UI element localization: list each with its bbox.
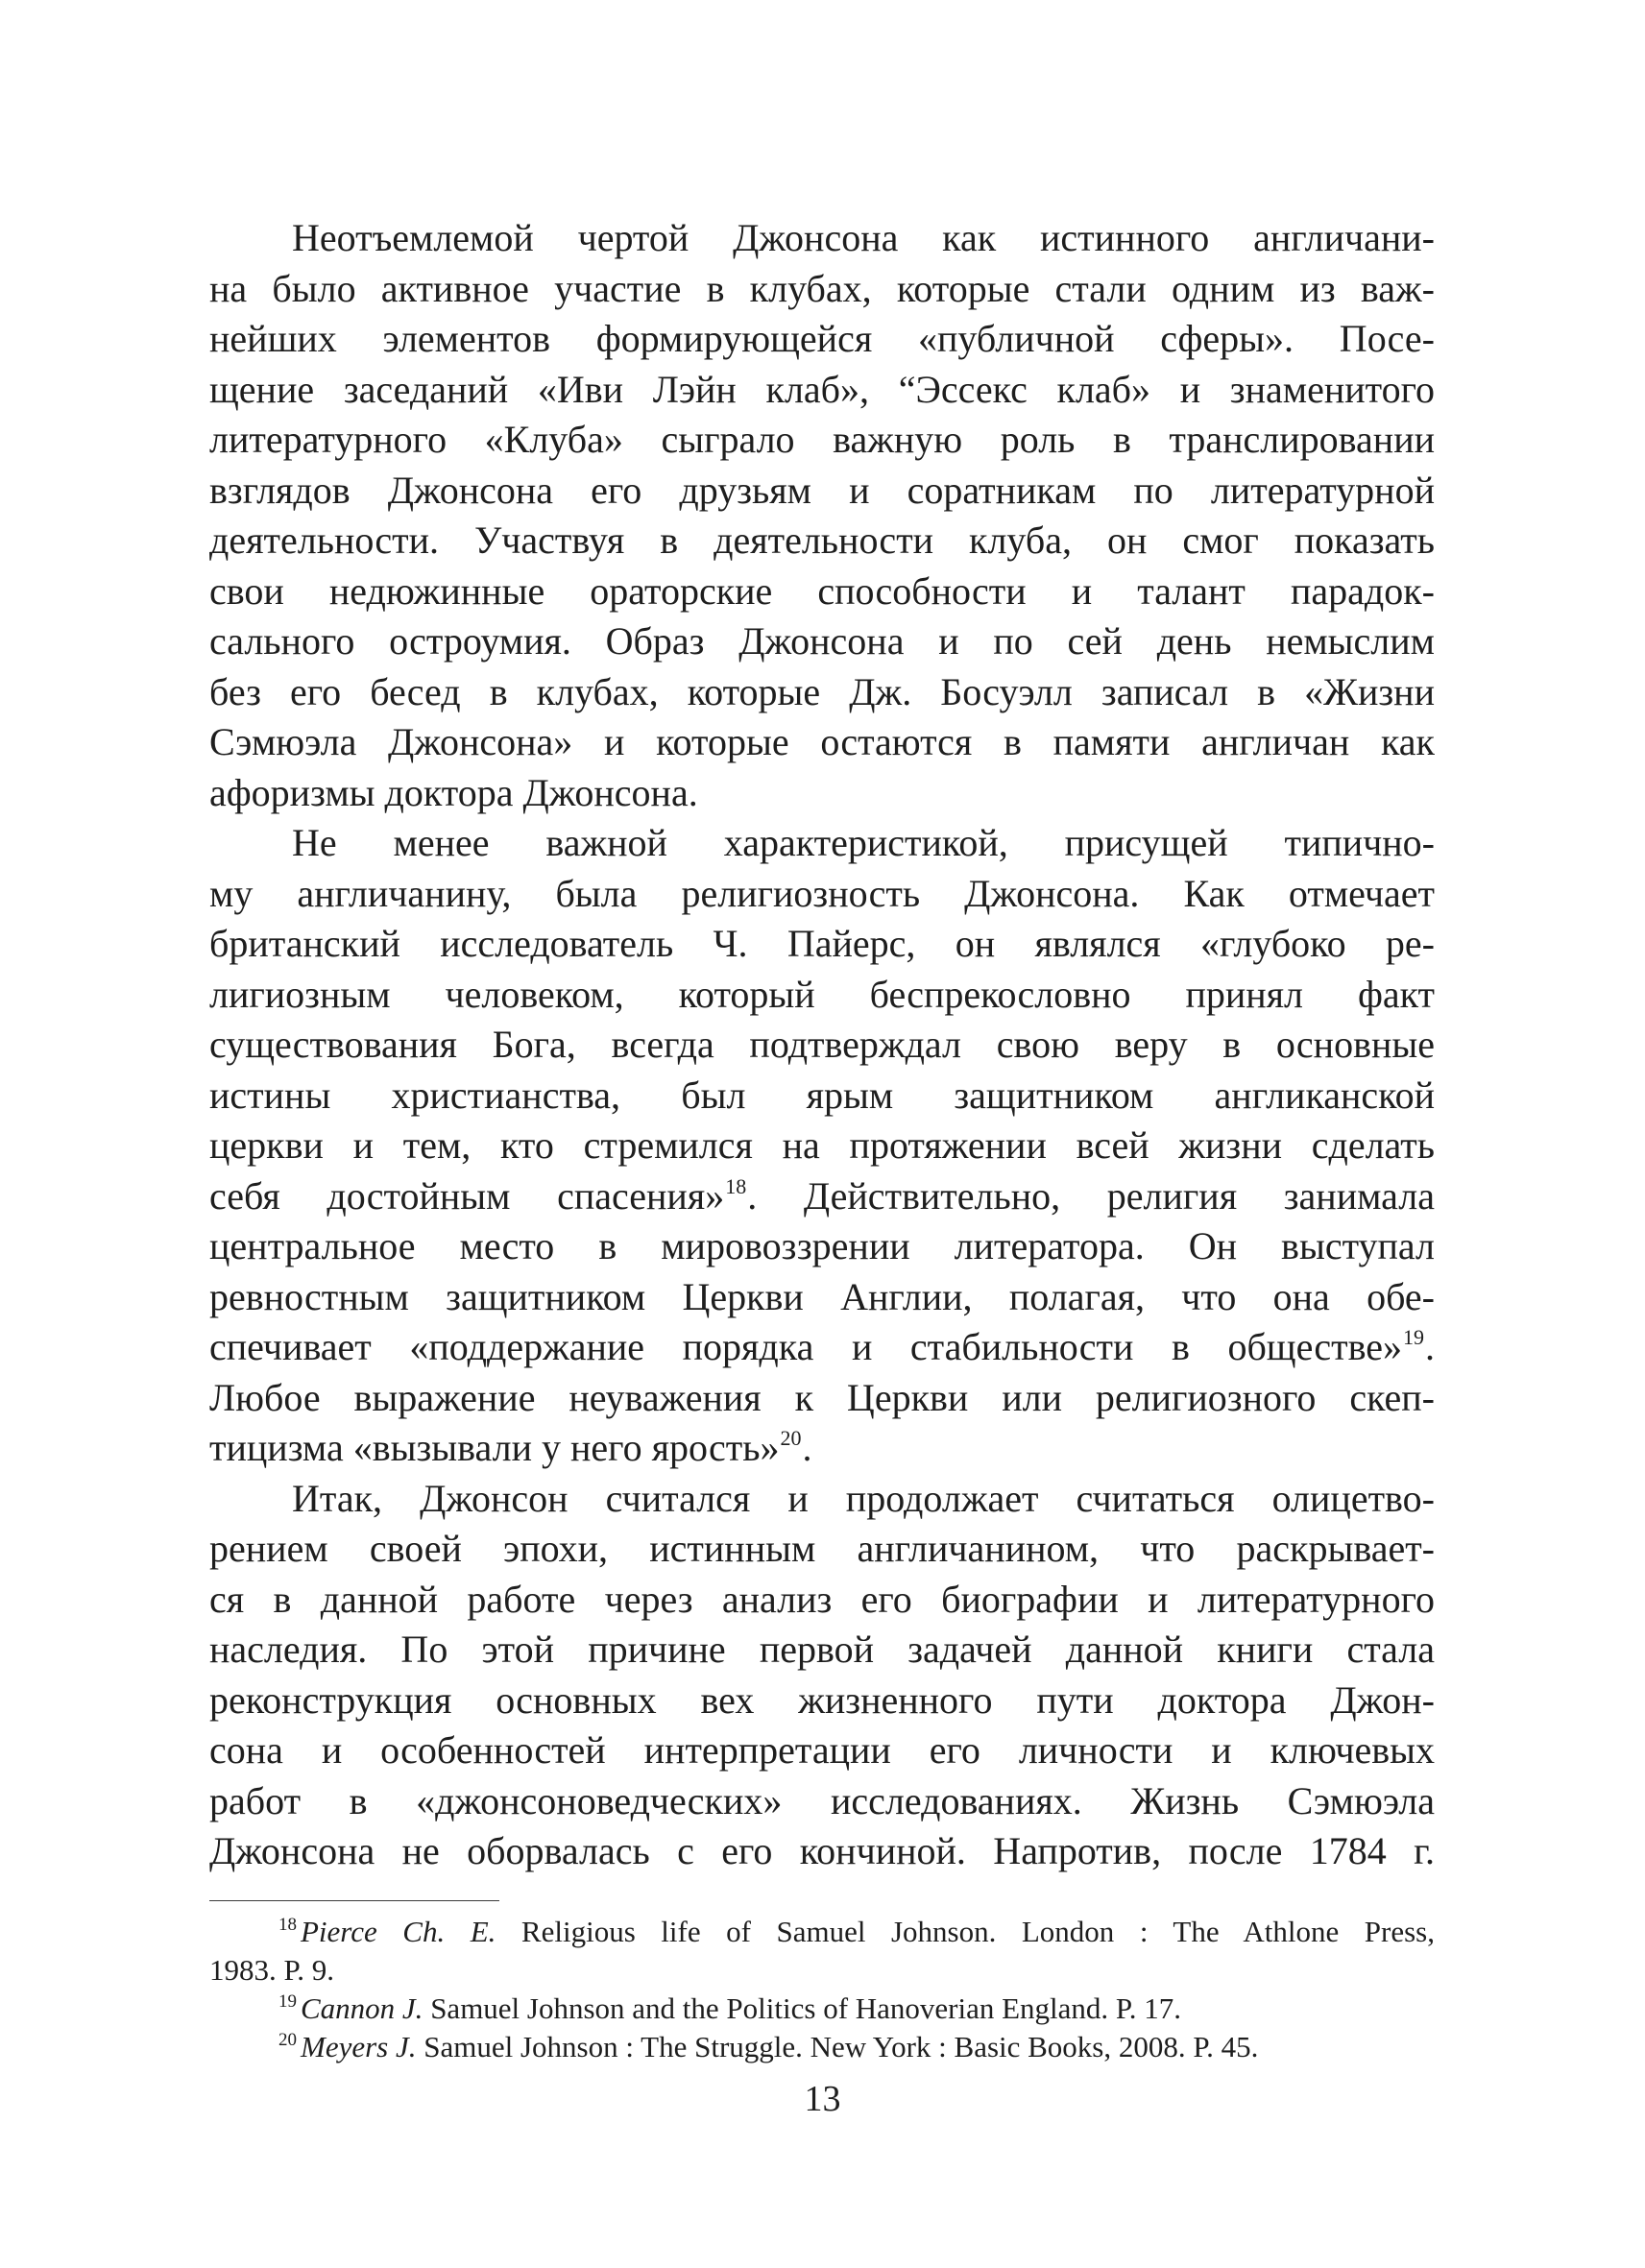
footnote-18 [209, 1913, 1435, 1951]
text-line: лигиозным человеком, который беспрекословно принял факт [209, 972, 1435, 1016]
footnote-ref-19[interactable]: 19 [1403, 1325, 1424, 1349]
text-line: на было активное участие в клубах, которые стали одним из важ- [209, 266, 1435, 310]
text-line: существования Бога, всегда подтверждал свою веру в основные [209, 1023, 1435, 1066]
text-line: взглядов Джонсона его друзьям и соратникам по литературной [209, 468, 1435, 512]
footnote-author: Meyers J. [301, 2030, 417, 2063]
text-line: работ в «джонсоноведческих» исследованиях. Жизнь Сэмюэла [209, 1778, 1435, 1822]
text-line: реконструкция основных вех жизненного пути доктора Джон- [209, 1677, 1435, 1722]
footnote-divider [209, 1900, 499, 1901]
text-line: Итак, Джонсон считался и продолжает считаться олицетво- [292, 1476, 1435, 1520]
text-line: ревностным защитником Церкви Англии, полагая, что она обе- [209, 1274, 1435, 1318]
footnote-ref-20[interactable]: 20 [780, 1426, 802, 1450]
text-segment: . [802, 1426, 812, 1469]
text-line-with-footnote [209, 1322, 1435, 1373]
text-line: ся в данной работе через анализ его биографии и литературного [209, 1577, 1435, 1621]
text-segment: тицизма «вызывали у него ярость» [209, 1426, 780, 1469]
paragraph-conclusion [209, 1474, 1435, 1877]
text-line: Сэмюэла Джонсона» и которые остаются в памяти англичан как [209, 720, 1435, 763]
text-line: наследия. По этой причине первой задачей данной книги стала [209, 1628, 1435, 1671]
text-line: британский исследователь Ч. Пайерс, он являлся «глубоко ре- [209, 922, 1435, 965]
footnote-text: Samuel Johnson and the Politics of Hanoverian England. P. 17. [423, 1991, 1181, 2025]
footnote-number: 20 [278, 2030, 297, 2050]
footnote-number: 19 [278, 1991, 297, 2012]
footnote-20 [209, 2028, 1435, 2066]
footnote-ref-18[interactable]: 18 [725, 1173, 747, 1198]
text-line-with-footnote [209, 1423, 1435, 1474]
footnotes [209, 1913, 1435, 2066]
text-segment: себя достойным спасения» [209, 1173, 725, 1218]
text-line: сального остроумия. Образ Джонсона и по сей день немыслим [209, 619, 1435, 663]
footnote-text: Religious life of Samuel Johnson. London : The Athlone Press, [496, 1915, 1435, 1948]
text-line: без его бесед в клубах, которые Дж. Босуэлл записал в «Жизни [209, 669, 1435, 713]
footnote-number: 18 [278, 1915, 297, 1935]
text-line: Не менее важной характеристикой, присущей типично- [292, 821, 1435, 864]
text-line: рением своей эпохи, истинным англичанином, что раскрывает- [209, 1527, 1435, 1570]
footnote-text: Samuel Johnson : The Struggle. New York : Basic Books, 2008. P. 45. [416, 2030, 1259, 2063]
paragraph-religiosity [209, 818, 1435, 1474]
text-line: сона и особенностей интерпретации его личности и ключевых [209, 1728, 1435, 1772]
text-line: центральное место в мировоззрении литератора. Он выступал [209, 1224, 1435, 1267]
text-line: Любое выражение неуважения к Церкви или религиозного скеп- [209, 1375, 1435, 1419]
text-segment: . Действительно, религия занимала [747, 1173, 1435, 1218]
footnote-18-continuation: 1983. P. 9. [209, 1953, 335, 1987]
text-line: щение заседаний «Иви Лэйн клаб», “Эссекс клаб» и знаменитого [209, 367, 1435, 411]
page-number: 13 [804, 2079, 841, 2119]
text-segment: спечивает «поддержание порядка и стабильности в обществе» [209, 1325, 1402, 1368]
body-text [209, 213, 1435, 1877]
text-line: деятельности. Участвуя в деятельности клуба, он смог показать [209, 519, 1435, 562]
text-line: Неотъемлемой чертой Джонсона как истинного англичани- [292, 216, 1435, 259]
text-line: свои недюжинные ораторские способности и талант парадок- [209, 568, 1435, 613]
text-line: афоризмы доктора Джонсона. [209, 770, 698, 814]
text-line: Джонсона не оборвалась с его кончиной. Напротив, после 1784 г. [209, 1829, 1435, 1872]
paragraph-clubs [209, 213, 1435, 818]
footnote-author: Cannon J. [301, 1991, 423, 2025]
text-line: литературного «Клуба» сыграло важную роль в транслировании [209, 418, 1435, 461]
footnote-author: Pierce Ch. E. [301, 1915, 496, 1948]
text-line: истины христианства, был ярым защитником англиканской [209, 1073, 1435, 1117]
text-line: му англичанину, была религиозность Джонсона. Как отмечает [209, 871, 1435, 915]
footnote-19 [209, 1990, 1435, 2028]
text-segment: . [1425, 1325, 1435, 1368]
text-line: нейших элементов формирующейся «публичной сферы». Посе- [209, 317, 1435, 360]
text-line: церкви и тем, кто стремился на протяжении всей жизни сделать [209, 1123, 1435, 1167]
text-line-with-footnote [209, 1171, 1435, 1222]
